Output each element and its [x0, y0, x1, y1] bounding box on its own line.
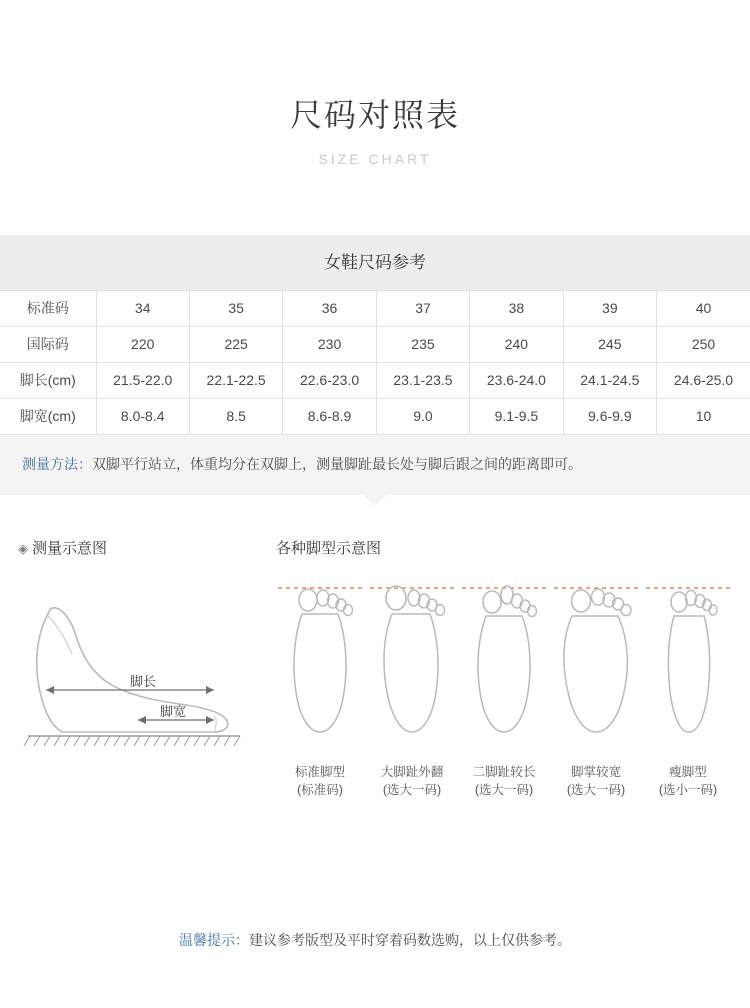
- table-cell: 8.6-8.9: [283, 398, 376, 434]
- measure-method-text: 双脚平行站立，体重均分在双脚上，测量脚趾最长处与脚后跟之间的距离即可。: [92, 455, 582, 472]
- table-cell: 23.6-24.0: [470, 362, 563, 398]
- table-caption: 女鞋尺码参考: [0, 235, 750, 290]
- table-cell: 8.5: [189, 398, 282, 434]
- table-cell: 21.5-22.0: [96, 362, 189, 398]
- page-title: 尺码对照表: [289, 97, 460, 133]
- diagrams-section: [0, 537, 750, 799]
- foot-bunion-icon: [370, 574, 454, 752]
- foot-long-second-toe-icon: [462, 574, 546, 752]
- foot-type-advice: (选小一码): [658, 783, 718, 798]
- foot-types-row: [276, 574, 732, 799]
- foot-width-label: 脚宽: [160, 703, 187, 719]
- foot-type-name: 瘦脚型: [669, 764, 707, 779]
- measure-method-label: 测量方法：: [22, 455, 92, 472]
- foot-side-svg: [18, 574, 244, 774]
- foot-type-label: [460, 763, 548, 799]
- table-cell: 240: [470, 326, 563, 362]
- foot-wide-icon: [554, 574, 638, 752]
- foot-standard-icon: [278, 574, 362, 752]
- measure-diagram-title: [18, 537, 258, 558]
- table-cell: 8.0-8.4: [96, 398, 189, 434]
- size-table-block: [0, 235, 750, 435]
- measure-diagram-block: [18, 537, 258, 799]
- foot-types-block: [258, 537, 732, 799]
- table-cell: 230: [283, 326, 376, 362]
- table-cell: 38: [470, 290, 563, 326]
- foot-type-item: [552, 574, 640, 799]
- table-cell: 235: [376, 326, 469, 362]
- foot-type-advice: (标准码): [297, 783, 343, 798]
- page-subtitle: SIZE CHART: [318, 150, 432, 167]
- foot-type-item: [460, 574, 548, 799]
- table-row: [0, 362, 750, 398]
- foot-type-item: [368, 574, 456, 799]
- table-cell: 24.6-25.0: [657, 362, 750, 398]
- foot-narrow-icon: [646, 574, 730, 752]
- table-cell: 39: [563, 290, 656, 326]
- footer-tip-text: 建议参考版型及平时穿着码数选购，以上仅供参考。: [249, 932, 571, 948]
- foot-type-advice: (选大一码): [474, 783, 534, 798]
- row-label: 脚长(cm): [0, 362, 96, 398]
- foot-type-item: [644, 574, 732, 799]
- table-cell: 37: [376, 290, 469, 326]
- foot-type-label: [276, 763, 364, 799]
- foot-type-name: 大脚趾外翻: [380, 764, 444, 779]
- foot-type-label: [644, 763, 732, 799]
- table-cell: 22.1-22.5: [189, 362, 282, 398]
- foot-type-name: 二脚趾较长: [472, 764, 536, 779]
- table-cell: 220: [96, 326, 189, 362]
- foot-type-advice: (选大一码): [566, 783, 626, 798]
- table-cell: 225: [189, 326, 282, 362]
- table-cell: 22.6-23.0: [283, 362, 376, 398]
- table-cell: 250: [657, 326, 750, 362]
- measure-diagram-title-text: 测量示意图: [32, 539, 108, 557]
- diamond-icon: ◈: [18, 540, 28, 556]
- measure-method-note: [0, 435, 750, 495]
- row-label: 国际码: [0, 326, 96, 362]
- table-cell: 35: [189, 290, 282, 326]
- arrow-down-icon: [363, 495, 387, 506]
- foot-types-title: 各种脚型示意图: [276, 539, 382, 557]
- table-row: [0, 326, 750, 362]
- row-label: 标准码: [0, 290, 96, 326]
- foot-type-name: 脚掌较宽: [570, 764, 621, 779]
- foot-type-label: [368, 763, 456, 799]
- foot-length-label: 脚长: [130, 673, 157, 689]
- foot-type-advice: (选大一码): [382, 783, 442, 798]
- table-cell: 9.6-9.9: [563, 398, 656, 434]
- foot-type-label: [552, 763, 640, 799]
- table-cell: 9.0: [376, 398, 469, 434]
- table-cell: 36: [283, 290, 376, 326]
- foot-type-item: [276, 574, 364, 799]
- table-row: [0, 290, 750, 326]
- footer-tip-label: 温馨提示：: [179, 932, 249, 948]
- table-row: [0, 398, 750, 434]
- row-label: 脚宽(cm): [0, 398, 96, 434]
- size-table: [0, 290, 750, 435]
- table-cell: 24.1-24.5: [563, 362, 656, 398]
- table-cell: 40: [657, 290, 750, 326]
- page-header: [0, 0, 750, 167]
- table-cell: 10: [657, 398, 750, 434]
- table-cell: 34: [96, 290, 189, 326]
- table-cell: 245: [563, 326, 656, 362]
- table-cell: 23.1-23.5: [376, 362, 469, 398]
- foot-type-name: 标准脚型: [294, 764, 345, 779]
- table-cell: 9.1-9.5: [470, 398, 563, 434]
- foot-side-illustration: [18, 574, 258, 779]
- footer-tip: [0, 930, 750, 950]
